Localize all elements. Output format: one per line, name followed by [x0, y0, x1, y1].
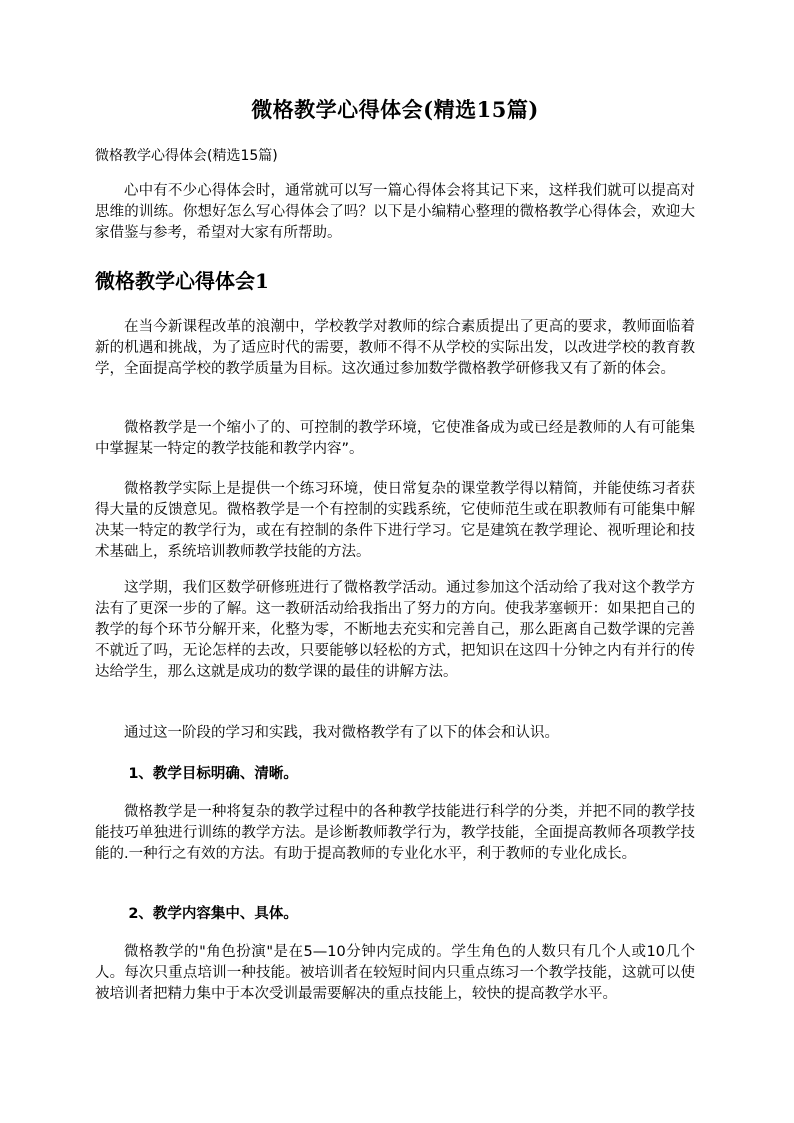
body-paragraph-1: 在当今新课程改革的浪潮中，学校教学对教师的综合素质提出了更高的要求，教师面临着新的机遇和挑战，为了适应时代的需要，教师不得不从学校的实际出发，以改进学校的教育教学，全面提高学校的教学质量为目标。这次通过参加数学微格教学研修我又有了新的体会。 — [95, 319, 695, 377]
body-paragraph-5: 通过这一阶段的学习和实践，我对微格教学有了以下的体会和认识。 — [124, 725, 559, 741]
document-title: 微格教学心得体会(精选15篇) — [251, 97, 539, 122]
section-heading: 微格教学心得体会1 — [95, 269, 269, 293]
document-subtitle: 微格教学心得体会(精选15篇) — [95, 148, 278, 164]
body-paragraph-4: 这学期，我们区数学研修班进行了微格教学活动。通过参加这个活动给了我对这个教学方法有了更深一步的了解。这一教研活动给我指出了努力的方向。使我茅塞顿开：如果把自己的教学的每个环节分解开来，化整为零，不断地去充实和完善自己，那么距离自己数学课的完善不就近了吗，无论怎样的去改，只要能够以轻松的方式，把知识在这四十分钟之内有并行的传达给学生，那么这就是成功的数学课的最佳的讲解方法。 — [95, 580, 695, 680]
body-paragraph-3: 微格教学实际上是提供一个练习环境，使日常复杂的课堂教学得以精简，并能使练习者获得大量的反馈意见。微格教学是一个有控制的实践系统，它使师范生或在职教师有可能集中解决某一特定的教学行为，或在有控制的条件下进行学习。它是建筑在教学理论、视听理论和技术基础上，系统培训教师教学技能的方法。 — [95, 481, 695, 560]
point-1-paragraph: 微格教学是一种将复杂的教学过程中的各种教学技能进行科学的分类，并把不同的教学技能技巧单独进行训练的教学方法。是诊断教师教学行为，教学技能，全面提高教师各项教学技能的.一种行之有效的方法。有助于提高教师的专业化水平，利于教师的专业化成长。 — [95, 804, 695, 862]
intro-paragraph: 心中有不少心得体会时，通常就可以写一篇心得体会将其记下来，这样我们就可以提高对思维的训练。你想好怎么写心得体会了吗？以下是小编精心整理的微格教学心得体会，欢迎大家借鉴与参考，希望对大家有所帮助。 — [95, 183, 695, 241]
point-2-paragraph: 微格教学的"角色扮演"是在5—10分钟内完成的。学生角色的人数只有几个人或10几个人。每次只重点培训一种技能。被培训者在较短时间内只重点练习一个教学技能，这就可以使被培训者把精力集中于本次受训最需要解决的重点技能上，较快的提高教学水平。 — [95, 944, 695, 1002]
body-paragraph-2: 微格教学是一个缩小了的、可控制的教学环境，它使准备成为或已经是教师的人有可能集中掌握某一特定的教学技能和教学内容”。 — [95, 420, 695, 457]
point-2-heading: 2、教学内容集中、具体。 — [128, 906, 298, 922]
point-1-heading: 1、教学目标明确、清晰。 — [128, 766, 298, 782]
